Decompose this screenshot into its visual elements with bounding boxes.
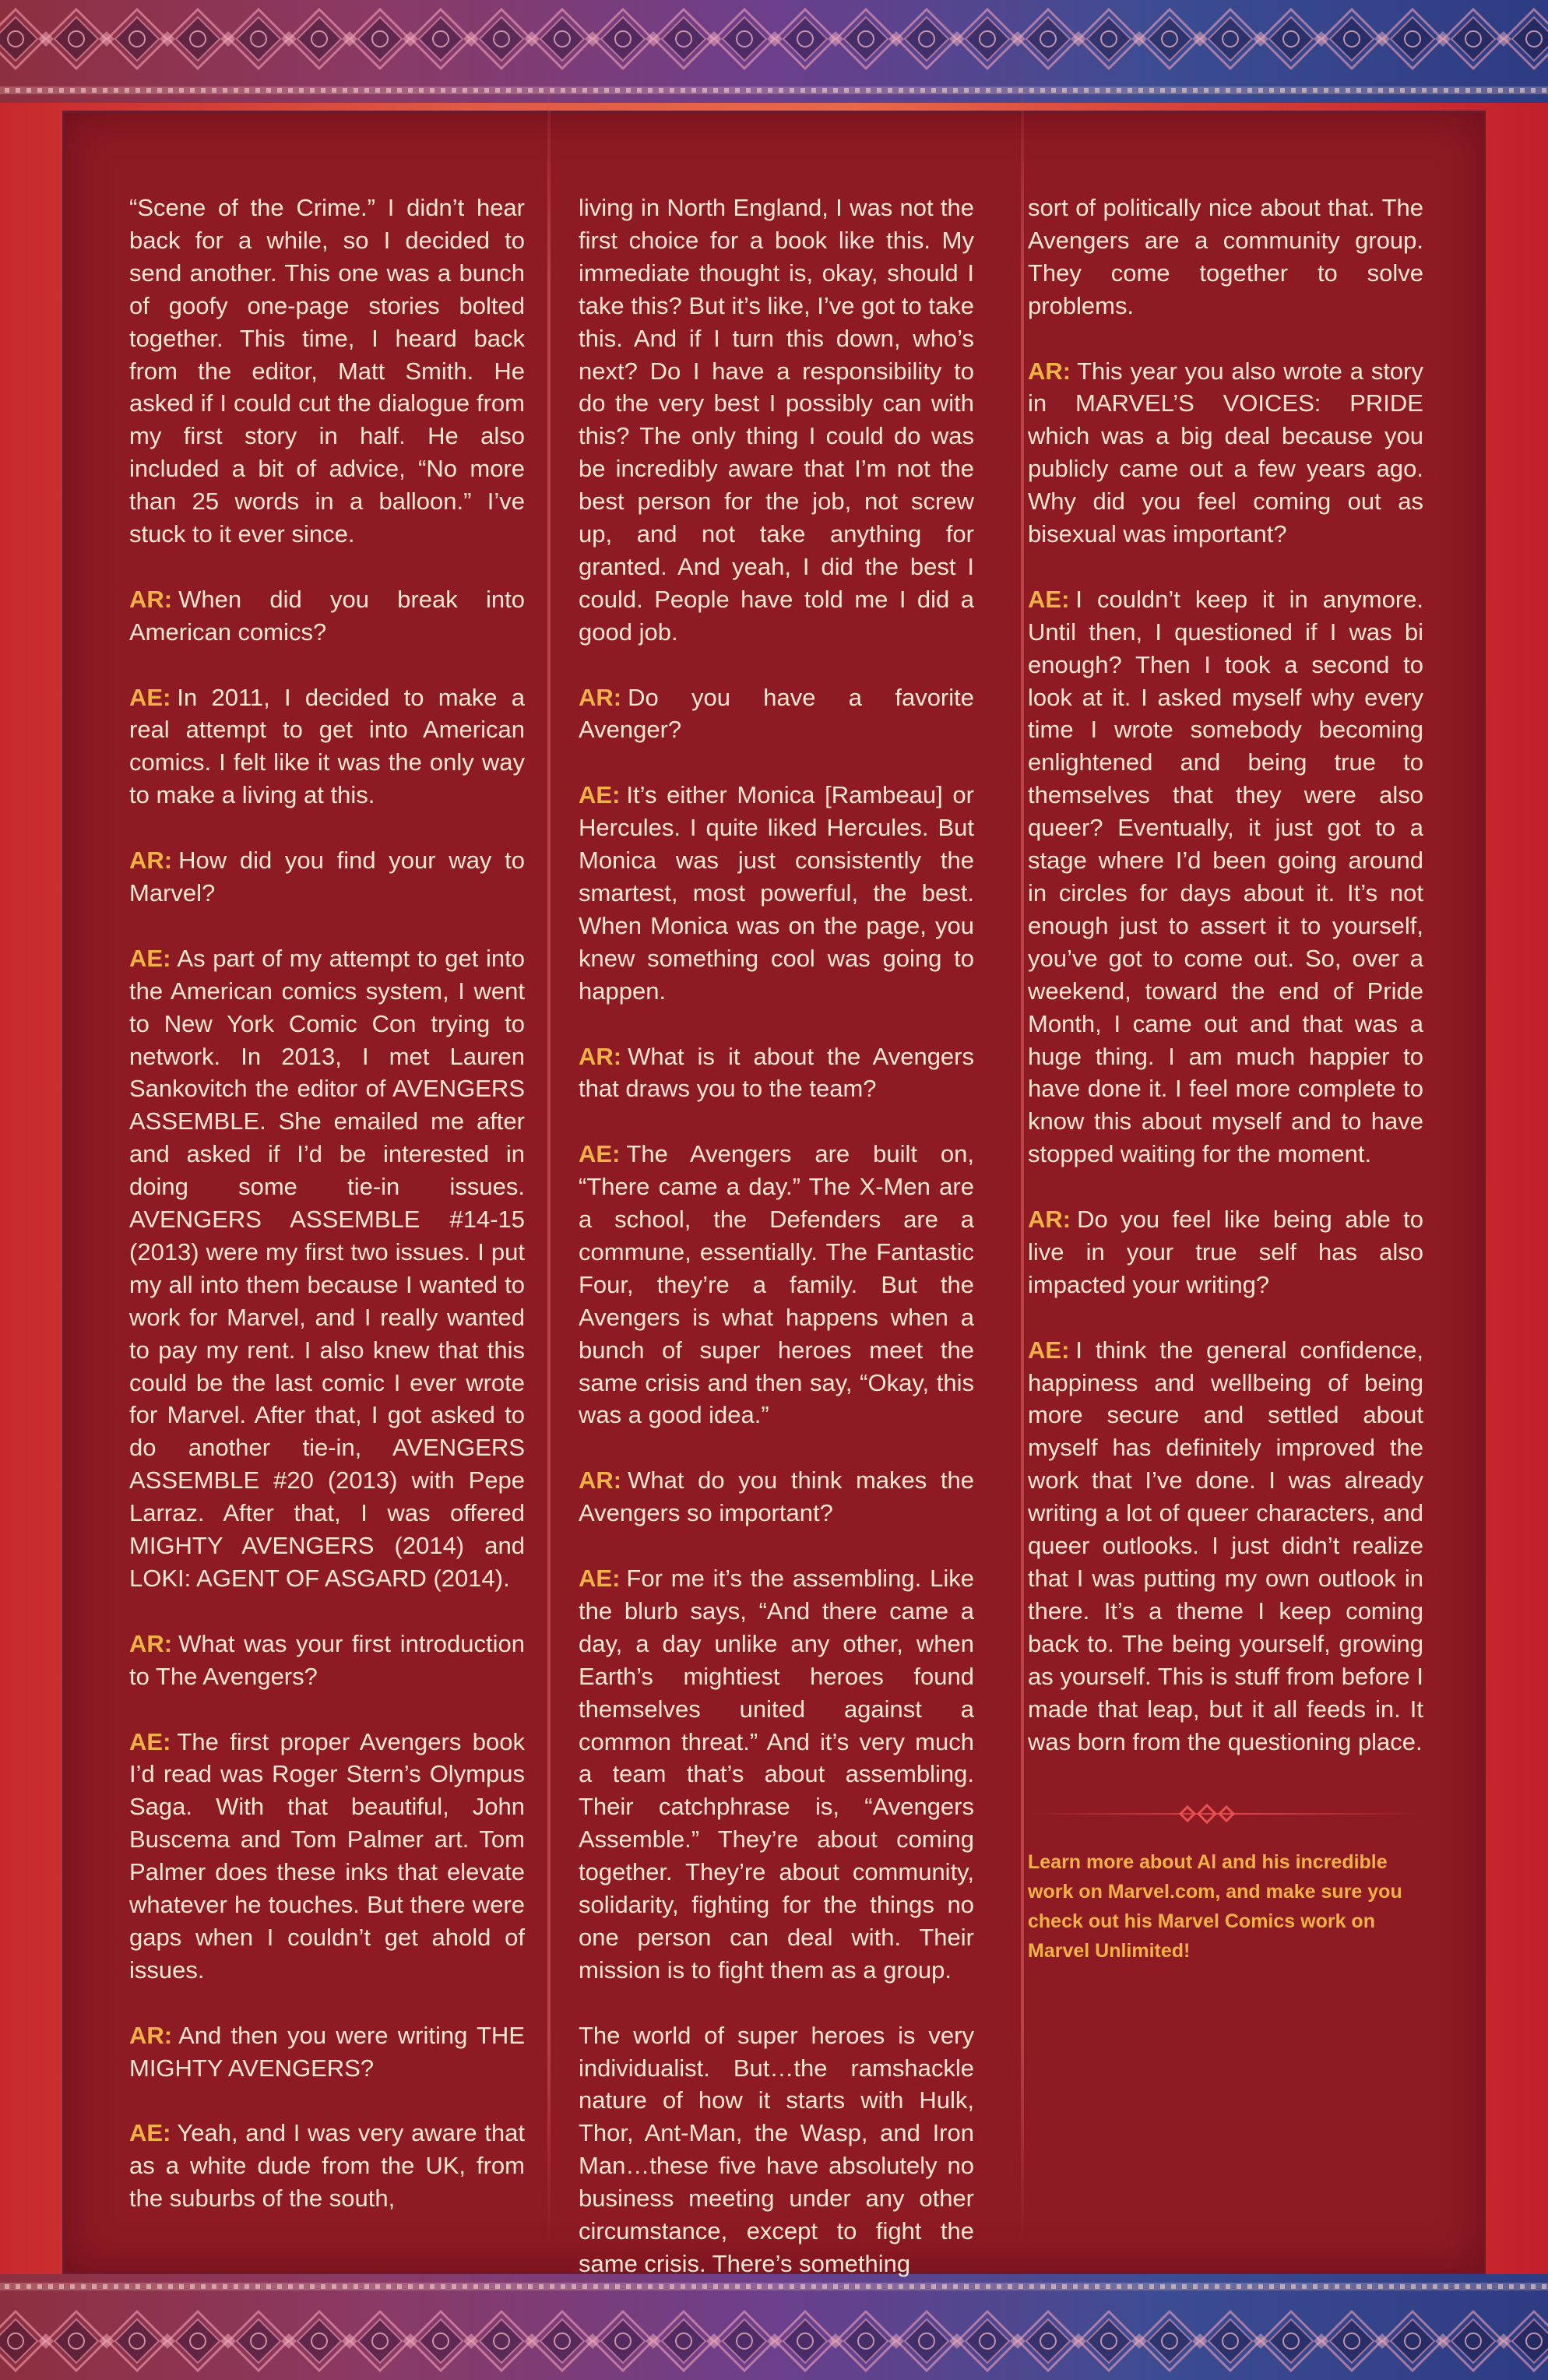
paragraph-text: And then you were writing THE MIGHTY AVENGERS? [129,2021,525,2082]
speaker-label: AE: [129,683,171,711]
article-column-2 [579,192,974,2313]
paragraph [1028,1334,1423,1759]
paragraph-text: I think the general confidence, happiness and wellbeing of being more secure and settled about myself has definitely improved the work that I’ve done. I was already writing a lot of queer characters, and queer outlooks. I just didn’t realize that I was putting my own outlook in there. It’s a theme I keep coming back to. The being yourself, growing as yourself. This is stuff from before I made that leap, but it all feeds in. It was born from the questioning place. [1028,1336,1423,1755]
paragraph-text: The world of super heroes is very individualist. But…the ramshackle nature of how it starts with Hulk, Thor, Ant-Man, the Wasp, and Iron Man…these five have absolutely no business meeting under any other circumstance, except to fight the same crisis. There’s something [579,2021,974,2277]
paragraph-text: What is it about the Avengers that draws you to the team? [579,1042,974,1103]
paragraph [579,1040,974,1106]
paragraph-text: How did you find your way to Marvel? [129,847,525,907]
paragraph [579,1562,974,1987]
paragraph [1028,1203,1423,1301]
paragraph [129,2019,525,2085]
paragraph [579,1138,974,1431]
speaker-label: AE: [129,944,171,972]
speaker-label: AR: [1028,357,1071,385]
speaker-label: AE: [129,1727,171,1755]
paragraph [129,681,525,812]
paragraph [1028,192,1423,322]
paragraph-text: As part of my attempt to get into the American comics system, I went to New York Comic Con trying to network. In 2013, I met Lauren Sankovitch the editor of AVENGERS ASSEMBLE. She emailed me after and asked if I’d be interested in doing some tie-in issues. AVENGERS ASSEMBLE #14-15 (2013) were my first two issues. I put my all into them because I wanted to work for Marvel, and I really wanted to pay my rent. I also knew that this could be the last comic I ever wrote for Marvel. After that, I got asked to do another tie-in, AVENGERS ASSEMBLE #20 (2013) with Pepe Larraz. After that, I was offered MIGHTY AVENGERS (2014) and LOKI: AGENT OF ASGARD (2014). [129,944,525,1592]
paragraph-text: sort of politically nice about that. The Avengers are a community group. They come together to solve problems. [1028,194,1423,319]
paragraph [1028,583,1423,1171]
speaker-label: AR: [1028,1206,1071,1234]
paragraph-text: I couldn’t keep it in anymore. Until then, I questioned if I was bi enough? Then I took a second to look at it. I asked myself why every time I wrote somebody becoming enlightened and being true to themselves that they were also queer? Eventually, it just got to a stage where I’d been going around in circles for days about it. It’s not enough just to assert it to yourself, you’ve got to come out. So, over a weekend, toward the end of Pride Month, I came out and that was a huge thing. I am much happier to have done it. I feel more complete to know this about myself and to have stopped waiting for the moment. [1028,585,1423,1168]
speaker-label: AE: [129,2119,171,2147]
paragraph [129,583,525,649]
paragraph-text: living in North England, I was not the first choice for a book like this. My immediate thought is, okay, should I take this? But it’s like, I’ve got to take this. And if I turn this down, who’s next? Do I have a responsibility to do the very best I possibly can with this? The only thing I could do was be incredibly aware that I’m not the best person for the job, not screw up, and not take anything for granted. And yeah, I did the best I could. People have told me I did a good job. [579,194,974,646]
paragraph [129,2117,525,2215]
paragraph-text: “Scene of the Crime.” I didn’t hear back for a while, so I decided to send another. This one was a bunch of goofy one-page stories bolted together. This time, I heard back from the editor, Matt Smith. He asked if I could cut the dialogue from my first story in half. He also included a bit of advice, “No more than 25 words in a balloon.” I’ve stuck to it ever since. [129,194,525,548]
paragraph [579,192,974,649]
paragraph-text: What was your first introduction to The Avengers? [129,1629,525,1690]
speaker-label: AE: [579,1140,621,1168]
paragraph [579,2019,974,2280]
paragraph [129,1628,525,1693]
paragraph-text: When did you break into American comics? [129,585,525,646]
top-decorative-border [0,0,1548,103]
speaker-label: AE: [1028,1336,1070,1364]
speaker-label: AR: [129,2021,173,2049]
column-divider-left [547,70,551,2243]
paragraph [579,779,974,1007]
paragraph [579,1464,974,1530]
diamond-ornament-icon [1028,1803,1423,1825]
paragraph-text: Yeah, and I was very aware that as a white dude from the UK, from the suburbs of the south, [129,2119,525,2213]
speaker-label: AE: [579,1564,621,1592]
paragraph [129,942,525,1595]
paragraph-text: It’s either Monica [Rambeau] or Hercules. I quite liked Hercules. But Monica was just consistently the smartest, most powerful, the best. When Monica was on the page, you knew something cool was going to happen. [579,781,974,1005]
article-column-1 [129,192,525,2248]
article-column-3 [1028,192,1423,1966]
speaker-label: AE: [579,781,621,809]
paragraph-text: This year you also wrote a story in MARVEL’S VOICES: PRIDE which was a big deal because you publicly came out a few years ago. Why did you feel coming out as bisexual was important? [1028,357,1423,548]
paragraph-text: The Avengers are built on, “There came a day.” The X-Men are a school, the Defenders are a commune, essentially. The Fantastic Four, they’re a family. But the Avengers is what happens when a bunch of super heroes meet the same crisis and then say, “Okay, this was a good idea.” [579,1140,974,1429]
paragraph [129,844,525,910]
paragraph-text: The first proper Avengers book I’d read was Roger Stern’s Olympus Saga. With that beautiful, John Buscema and Tom Palmer art. Tom Palmer does these inks that elevate whatever he touches. But there were gaps when I couldn’t get ahold of issues. [129,1727,525,1984]
speaker-label: AE: [1028,585,1070,613]
column-divider-right [1021,70,1024,2243]
speaker-label: AR: [129,585,173,613]
paragraph-text: Do you have a favorite Avenger? [579,683,974,744]
paragraph [579,681,974,747]
speaker-label: AR: [129,1629,173,1657]
paragraph [129,1726,525,1987]
speaker-label: AR: [579,1042,622,1070]
paragraph [1028,355,1423,551]
speaker-label: AR: [579,1466,622,1495]
speaker-label: AR: [579,683,622,711]
speaker-label: AR: [129,847,173,875]
paragraph-text: Do you feel like being able to live in your true self has also impacted your writing? [1028,1206,1423,1298]
paragraph [129,192,525,551]
paragraph-text: In 2011, I decided to make a real attempt to get into American comics. I felt like it was the only way to make a living at this. [129,683,525,809]
promo-note: Learn more about Al and his incredible work on Marvel.com, and make sure you check out his Marvel Comics work on Marvel Unlimited! [1028,1851,1402,1963]
paragraph-text: For me it’s the assembling. Like the blurb says, “And there came a day, a day unlike any other, when Earth’s mightiest heroes found themselves united against a common threat.” And it’s very much a team that’s about assembling. Their catchphrase is, “Avengers Assemble.” They’re about coming together. They’re about community, solidarity, fighting for the things no one person can deal with. Their mission is to fight them as a group. [579,1564,974,1984]
paragraph-text: What do you think makes the Avengers so important? [579,1466,974,1527]
